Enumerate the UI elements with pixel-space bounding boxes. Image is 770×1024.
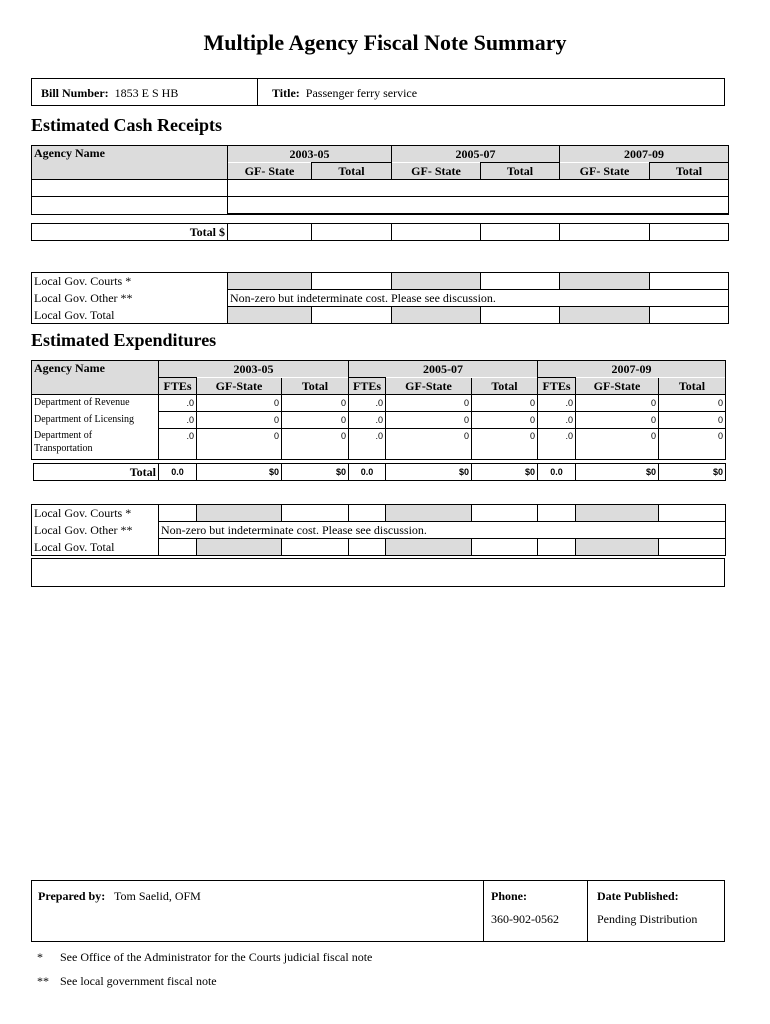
total-value: 0: [659, 429, 726, 460]
total-value: 0: [282, 395, 349, 412]
expenditures-total-table: [33, 463, 726, 481]
total-ftes: 0.0: [159, 464, 197, 481]
gf-state-value: 0: [576, 395, 659, 412]
phone-label: Phone:: [491, 889, 527, 903]
gf-state-header: GF- State: [560, 163, 650, 180]
cash-receipts-table: [31, 145, 729, 215]
gf-state-header: GF-State: [197, 378, 282, 395]
indeterminate-note: Non-zero but indeterminate cost. Please see discussion.: [159, 522, 726, 539]
table-row: [32, 197, 729, 215]
total-header: Total: [481, 163, 560, 180]
bill-number: [41, 86, 178, 101]
agency-name-header: Agency Name: [32, 146, 228, 180]
total-gf-state: $0: [386, 464, 472, 481]
expenditures-local-gov-table: [31, 504, 726, 556]
footnote-text: See Office of the Administrator for the Courts judicial fiscal note: [60, 950, 373, 964]
total-value: 0: [659, 412, 726, 429]
cash-receipts-heading: Estimated Cash Receipts: [31, 115, 222, 135]
date-published-value: Pending Distribution: [597, 912, 698, 926]
gf-state-value: 0: [576, 412, 659, 429]
expenditures-table: [31, 360, 726, 460]
total-header: Total: [650, 163, 729, 180]
prepared-by-label: Prepared by:: [38, 889, 106, 903]
fte-value: .0: [538, 429, 576, 460]
fte-value: .0: [349, 395, 386, 412]
table-row: [32, 180, 729, 197]
ftes-header: FTEs: [159, 378, 197, 395]
total-header: Total: [312, 163, 392, 180]
footnote-mark: **: [37, 974, 49, 988]
total-value: 0: [659, 395, 726, 412]
gf-state-value: 0: [197, 395, 282, 412]
local-gov-courts-label: Local Gov. Courts *: [32, 273, 228, 290]
local-gov-other-label: Local Gov. Other **: [32, 290, 228, 307]
phone-value: 360-902-0562: [491, 912, 559, 926]
gf-state-header: GF- State: [392, 163, 481, 180]
date-published-label: Date Published:: [597, 889, 679, 903]
total-ftes: 0.0: [538, 464, 576, 481]
table-row: [32, 395, 726, 412]
agency-name: [32, 429, 159, 460]
period-header: 2003-05: [228, 146, 392, 163]
agency-name: Department of Licensing: [32, 412, 159, 429]
footnote: [37, 950, 372, 965]
table-row: [32, 412, 726, 429]
total-header: Total: [659, 378, 726, 395]
gf-state-value: 0: [386, 412, 472, 429]
ftes-header: FTEs: [538, 378, 576, 395]
total-value: 0: [472, 429, 538, 460]
gf-state-header: GF- State: [228, 163, 312, 180]
total-total: $0: [472, 464, 538, 481]
period-header: 2003-05: [159, 361, 349, 378]
agency-name: Department of Revenue: [32, 395, 159, 412]
expenditures-heading: Estimated Expenditures: [31, 330, 217, 350]
fte-value: .0: [538, 395, 576, 412]
footnote-text: See local government fiscal note: [60, 974, 217, 988]
bill-title-label: Title:: [272, 86, 300, 100]
gf-state-value: 0: [197, 412, 282, 429]
local-gov-courts-label: Local Gov. Courts *: [32, 505, 159, 522]
local-gov-other-label: Local Gov. Other **: [32, 522, 159, 539]
indeterminate-note: Non-zero but indeterminate cost. Please see discussion.: [228, 290, 729, 307]
gf-state-value: 0: [197, 429, 282, 460]
total-value: 0: [472, 412, 538, 429]
gf-state-value: 0: [386, 429, 472, 460]
total-total: $0: [659, 464, 726, 481]
empty-notes-box: [31, 558, 725, 587]
gf-state-value: 0: [386, 395, 472, 412]
agency-name-header: Agency Name: [32, 361, 159, 395]
period-header: 2005-07: [349, 361, 538, 378]
ftes-header: FTEs: [349, 378, 386, 395]
total-header: Total: [472, 378, 538, 395]
bill-number-label: Bill Number:: [41, 86, 109, 100]
total-ftes: 0.0: [349, 464, 386, 481]
period-header: 2005-07: [392, 146, 560, 163]
prepared-box: [31, 880, 725, 942]
agency-name-line1: Department of: [34, 429, 93, 441]
document-title: Multiple Agency Fiscal Note Summary: [203, 30, 567, 55]
bill-title: [272, 86, 417, 101]
period-header: 2007-09: [538, 361, 726, 378]
local-gov-total-label: Local Gov. Total: [32, 539, 159, 556]
bill-title-value: Passenger ferry service: [305, 86, 418, 100]
fte-value: .0: [159, 412, 197, 429]
local-gov-total-label: Local Gov. Total: [32, 307, 228, 324]
total-total: $0: [282, 464, 349, 481]
total-row-label: Total: [34, 464, 159, 481]
table-row: [32, 429, 726, 460]
total-row-label: Total $: [32, 224, 228, 241]
total-header: Total: [282, 378, 349, 395]
total-value: 0: [282, 412, 349, 429]
gf-state-value: 0: [576, 429, 659, 460]
gf-state-header: GF-State: [386, 378, 472, 395]
prepared-by: [38, 889, 201, 904]
fte-value: .0: [349, 412, 386, 429]
footnote: [37, 974, 217, 989]
cash-receipts-total-table: [31, 223, 729, 241]
fte-value: .0: [159, 429, 197, 460]
fte-value: .0: [538, 412, 576, 429]
receipts-local-gov-table: [31, 272, 729, 324]
footnote-mark: *: [37, 950, 43, 964]
total-gf-state: $0: [197, 464, 282, 481]
fte-value: .0: [159, 395, 197, 412]
gf-state-header: GF-State: [576, 378, 659, 395]
period-header: 2007-09: [560, 146, 729, 163]
agency-name-line2: Transportation: [34, 442, 93, 454]
fte-value: .0: [349, 429, 386, 460]
total-gf-state: $0: [576, 464, 659, 481]
prepared-by-value: Tom Saelid, OFM: [114, 889, 201, 903]
total-value: 0: [282, 429, 349, 460]
bill-info-box: [31, 78, 725, 106]
bill-number-value: 1853 E S HB: [114, 86, 179, 100]
total-value: 0: [472, 395, 538, 412]
